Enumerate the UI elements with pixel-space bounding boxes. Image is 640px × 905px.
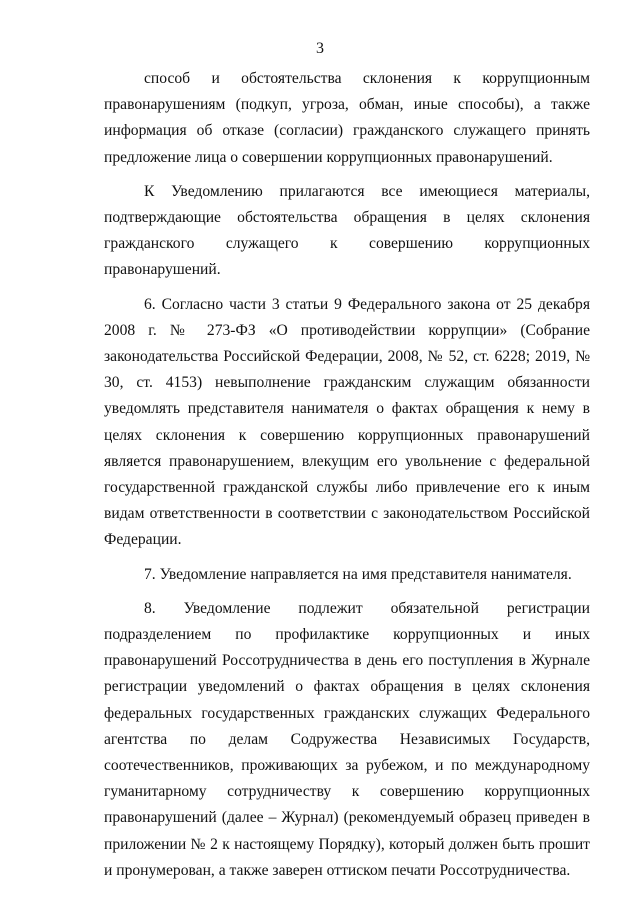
paragraph-item-8: 8. Уведомление подлежит обязательной регистрации подразделением по профилактике коррупционных и иных правонарушений Россотрудничества в день его поступления в Журнале регистрации уведомлений о фактах обращения в целях склонения федеральных государственных гражданских служащих Федерального агентства по делам Содружества Независимых Государств, соотечественников, проживающих за рубежом, и по международному гуманитарному сотрудничеству к совершению коррупционных правонарушений (далее – Журнал) (рекомендуемый образец приведен в приложении № 2 к настоящему Порядку), который должен быть прошит и пронумерован, а также заверен оттиском печати Россотрудничества. <box>104 599 590 879</box>
document-body <box>104 66 590 884</box>
page-number: 3 <box>316 40 324 57</box>
paragraph-item-7: 7. Уведомление направляется на имя представителя нанимателя. <box>144 565 572 583</box>
paragraph-continuation: способ и обстоятельства склонения к коррупционным правонарушениям (подкуп, угроза, обман, иные способы), а также информация об отказе (согласии) гражданского служащего принять предложение лица о совершении коррупционных правонарушений. <box>104 70 590 166</box>
paragraph-item-6: 6. Согласно части 3 статьи 9 Федерального закона от 25 декабря 2008 г. № 273-ФЗ «О противодействии коррупции» (Собрание законодательства Российской Федерации, 2008, № 52, ст. 6228; 2019, № 30, ст. 4153) невыполнение гражданским служащим обязанности уведомлять представителя нанимателя о фактах обращения к нему в целях склонения к совершению коррупционных правонарушений является правонарушением, влекущим его увольнение с федеральной государственной гражданской службы либо привлечение его к иным видам ответственности в соответствии с законодательством Российской Федерации. <box>104 295 590 549</box>
paragraph-attachments: К Уведомлению прилагаются все имеющиеся материалы, подтверждающие обстоятельства обращения в целях склонения гражданского служащего к совершению коррупционных правонарушений. <box>104 182 590 279</box>
